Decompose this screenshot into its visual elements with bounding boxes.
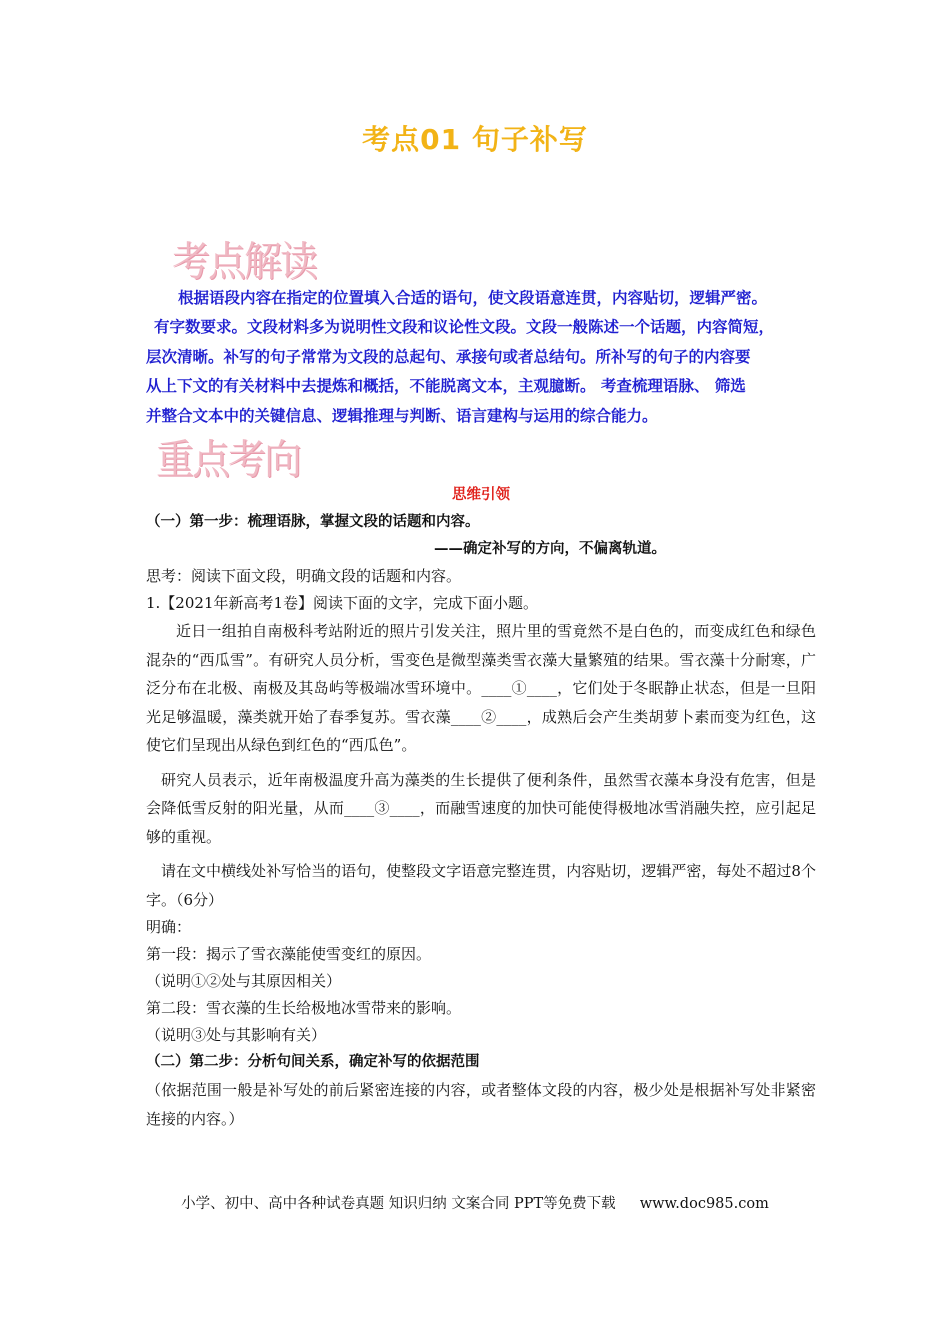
intro-line: 根据语段内容在指定的位置填入合适的语句，使文段语意连贯，内容贴切，逻辑严密。 xyxy=(178,289,768,307)
footer-text: 小学、初中、高中各种试卷真题 知识归纳 文案合同 PPT等免费下载 xyxy=(181,1196,616,1212)
main-content xyxy=(146,482,816,1133)
intro-line: 并整合文本中的关键信息、逻辑推理与判断、语言建构与运用的综合能力。 xyxy=(146,406,658,425)
footer-url[interactable]: www.doc985.com xyxy=(639,1196,769,1212)
step1-subtitle: ——确定补写的方向，不偏离轨道。 xyxy=(434,541,666,557)
section-heading-zhongdian-kaoxiang: 重点考向 xyxy=(156,435,301,484)
thinking-heading: 思维引领 xyxy=(452,487,510,503)
intro-paragraph xyxy=(146,284,826,431)
page-footer xyxy=(0,1192,950,1213)
paragraph2-note: 第二段：雪衣藻的生长给极地冰雪带来的影响。 xyxy=(146,999,462,1017)
paragraph1-note: 第一段：揭示了雪衣藻能使雪变红的原因。 xyxy=(146,945,432,963)
passage-paragraph-2: 研究人员表示，近年南极温度升高为藻类的生长提供了便利条件，虽然雪衣藻本身没有危害，但是会降低雪反射的阳光量，从而____③____，而融雪速度的加快可能使得极地冰雪消融失控，应引起足够的重视。 xyxy=(146,770,816,846)
clarify-label: 明确： xyxy=(146,918,192,936)
paragraph2-hint: （说明③处与其影响有关） xyxy=(146,1026,327,1044)
think-prompt: 思考：阅读下面文段，明确文段的话题和内容。 xyxy=(146,567,462,585)
step1-title: （一）第一步：梳理语脉，掌握文段的话题和内容。 xyxy=(146,514,480,530)
task-instruction: 请在文中横线处补写恰当的语句，使整段文字语意完整连贯，内容贴切，逻辑严密，每处不超过8个字。（6分） xyxy=(146,862,816,909)
intro-line: 有字数要求。文段材料多为说明性文段和议论性文段。文段一般陈述一个话题，内容简短， xyxy=(154,318,775,337)
step2-note: （依据范围一般是补写处的前后紧密连接的内容，或者整体文段的内容，极少处是根据补写处非紧密连接的内容。） xyxy=(146,1081,816,1128)
section-heading-kaodian-jiedu: 考点解读 xyxy=(172,237,317,286)
intro-line: 从上下文的有关材料中去提炼和概括，不能脱离文本，主观臆断。 考查梳理语脉、 筛选 xyxy=(146,377,746,396)
question-intro: 1.【2021年新高考1卷】阅读下面的文字，完成下面小题。 xyxy=(146,594,539,612)
paragraph1-hint: （说明①②处与其原因相关） xyxy=(146,972,342,990)
step2-title: （二）第二步：分析句间关系，确定补写的依据范围 xyxy=(146,1054,480,1070)
page-title: 考点01 句子补写 xyxy=(362,123,588,156)
intro-line: 层次清晰。补写的句子常常为文段的总起句、承接句或者总结句。所补写的句子的内容要 xyxy=(146,347,751,366)
passage-paragraph-1: 近日一组拍自南极科考站附近的照片引发关注，照片里的雪竟然不是白色的，而变成红色和绿色混杂的“西瓜雪”。有研究人员分析，雪变色是微型藻类雪衣藻大量繁殖的结果。雪衣藻十分耐寒，广泛分布在北极、南极及其岛屿等极端冰雪环境中。____①____，它们处于冬眠静止状态，但是一旦阳光足够温暖，藻类就开始了春季复苏。雪衣藻____②____，成熟后会产生类胡萝卜素而变为红色，这使它们呈现出从绿色到红色的“西瓜色”。 xyxy=(146,622,816,754)
